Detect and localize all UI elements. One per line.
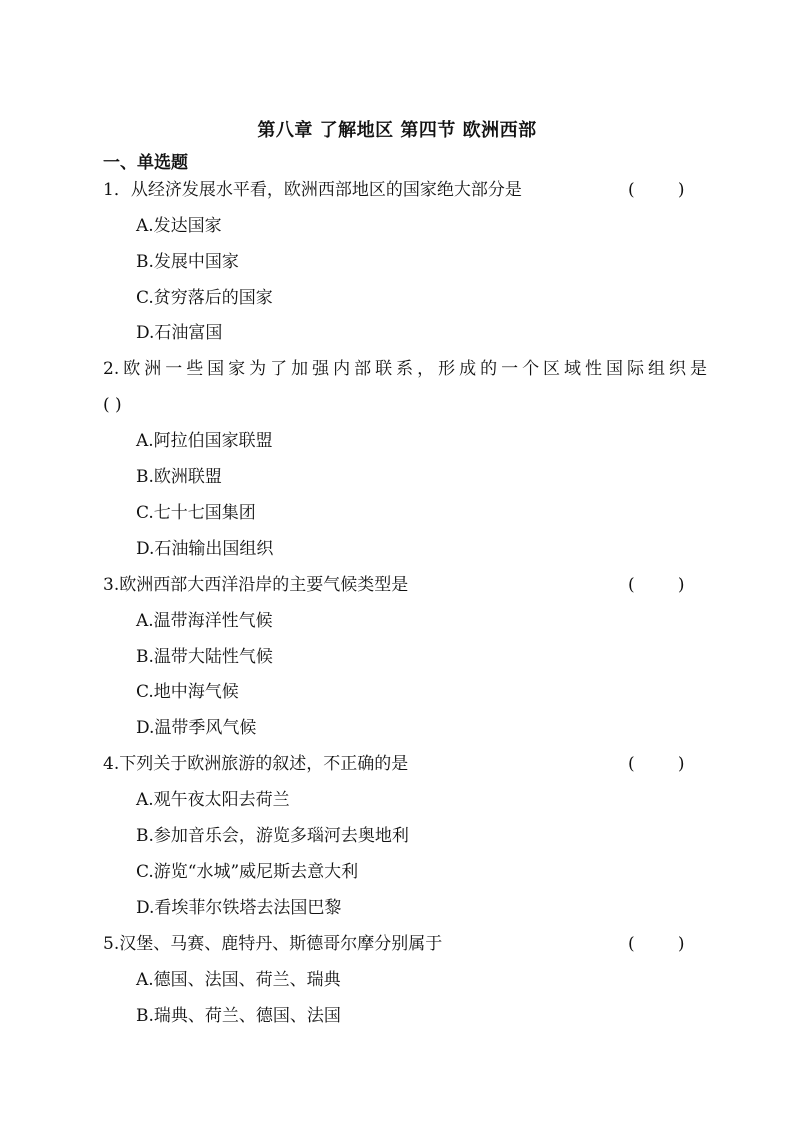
question-1-option-c: C.贫穷落后的国家 — [136, 288, 273, 308]
question-1-option-a: A.发达国家 — [136, 216, 222, 236]
question-1-option-d: D.石油富国 — [136, 323, 223, 343]
question-2-answer-blank: ( ) — [103, 395, 122, 415]
question-4-answer-blank: ( ) — [628, 754, 685, 774]
question-5-answer-blank: ( ) — [628, 934, 685, 954]
question-1-option-b: B.发展中国家 — [136, 252, 239, 272]
question-2-option-a: A.阿拉伯国家联盟 — [136, 431, 273, 451]
question-4-option-d: D.看埃菲尔铁塔去法国巴黎 — [136, 898, 342, 918]
question-2-option-b: B.欧洲联盟 — [136, 467, 222, 487]
question-5-option-b: B.瑞典、荷兰、德国、法国 — [136, 1006, 341, 1026]
question-3-answer-blank: ( ) — [628, 575, 685, 595]
question-2-option-c: C.七十七国集团 — [136, 503, 256, 523]
question-3-option-b: B.温带大陆性气候 — [136, 647, 273, 667]
section-heading: 一、单选题 — [103, 153, 188, 173]
question-2-stem: 2.欧洲一些国家为了加强内部联系，形成的一个区域性国际组织是 — [103, 359, 707, 379]
question-4-option-c: C.游览“水城”威尼斯去意大利 — [136, 862, 359, 882]
question-2-option-d: D.石油输出国组织 — [136, 539, 274, 559]
question-4-stem: 4.下列关于欧洲旅游的叙述，不正确的是 — [103, 754, 409, 774]
question-5-stem: 5.汉堡、马赛、鹿特丹、斯德哥尔摩分别属于 — [103, 934, 443, 954]
question-4-option-a: A.观午夜太阳去荷兰 — [136, 790, 290, 810]
question-3-option-d: D.温带季风气候 — [136, 718, 257, 738]
page-title: 第八章 了解地区 第四节 欧洲西部 — [257, 120, 537, 141]
question-3-option-a: A.温带海洋性气候 — [136, 611, 273, 631]
question-5-option-a: A.德国、法国、荷兰、瑞典 — [136, 970, 341, 990]
question-3-stem: 3.欧洲西部大西洋沿岸的主要气候类型是 — [103, 575, 409, 595]
question-1-answer-blank: ( ) — [628, 180, 685, 200]
question-1-stem: 1．从经济发展水平看，欧洲西部地区的国家绝大部分是 — [103, 180, 522, 200]
question-4-option-b: B.参加音乐会，游览多瑙河去奥地利 — [136, 826, 409, 846]
question-3-option-c: C.地中海气候 — [136, 682, 239, 702]
